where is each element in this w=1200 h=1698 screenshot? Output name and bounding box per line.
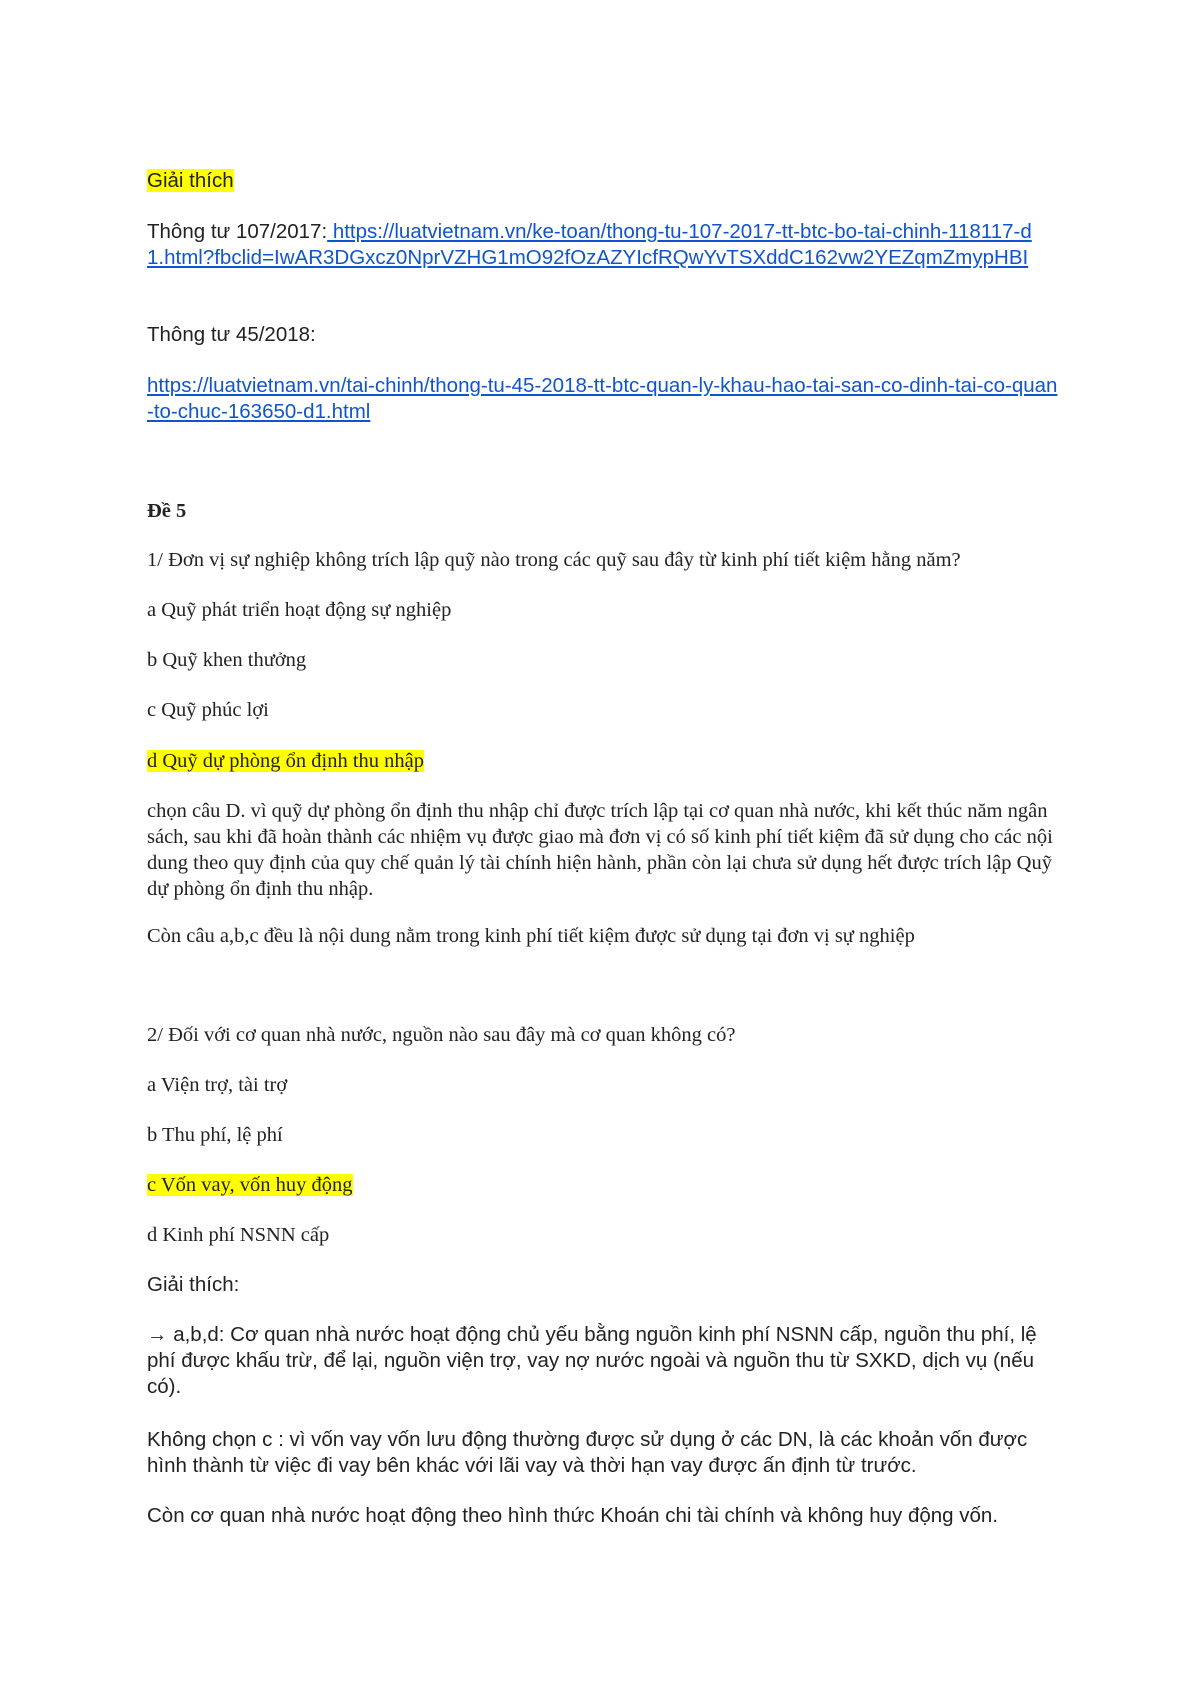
question-2-text: 2/ Đối với cơ quan nhà nước, nguồn nào sau đây mà cơ quan không có? (147, 1024, 736, 1046)
question-2-explanation-3: Còn cơ quan nhà nước hoạt động theo hình thức Khoán chi tài chính và không huy động vốn. (147, 1504, 999, 1527)
question-1-text: 1/ Đơn vị sự nghiệp không trích lập quỹ nào trong các quỹ sau đây từ kinh phí tiết kiệm hằng năm? (147, 549, 961, 571)
question-1-note: Còn câu a,b,c đều là nội dung nằm trong kinh phí tiết kiệm được sử dụng tại đơn vị sự nghiệp (147, 925, 915, 947)
circular-45-label: Thông tư 45/2018: (147, 323, 316, 346)
question-2-option-b: b Thu phí, lệ phí (147, 1124, 283, 1146)
explanation-title (147, 168, 234, 194)
explanation-title-text: Giải thích (147, 169, 234, 192)
question-2-explanation-1: → a,b,d: Cơ quan nhà nước hoạt động chủ yếu bằng nguồn kinh phí NSNN cấp, nguồn thu phí, lệ phí được khấu trừ, để lại, nguồn viện trợ, vay nợ nước ngoài và nguồn thu từ SXKD, dịch vụ (nếu có). (147, 1323, 1037, 1398)
question-2-option-c (147, 1172, 353, 1198)
question-1-option-a: a Quỹ phát triển hoạt động sự nghiệp (147, 599, 452, 621)
circular-107-label: Thông tư 107/2017: (147, 220, 328, 243)
circular-107-link[interactable]: https://luatvietnam.vn/ke-toan/thong-tu-107-2017-tt-btc-bo-tai-chinh-118117-d1.html?fbclid=IwAR3DGxcz0NprVZHG1mO92fOzAZYIcfRQwYvTSXddC162vw2YEZqmZmypHBI (147, 220, 1032, 269)
question-2-explanation-2: Không chọn c : vì vốn vay vốn lưu động thường được sử dụng ở các DN, là các khoản vốn được hình thành từ việc đi vay bên khác với lãi vay và thời hạn vay được ấn định từ trước. (147, 1428, 1028, 1477)
question-1-option-b: b Quỹ khen thưởng (147, 649, 307, 671)
circular-45-paragraph (147, 373, 1062, 425)
question-2-explanation-title: Giải thích: (147, 1273, 240, 1296)
exam-heading: Đề 5 (147, 500, 187, 522)
circular-107-paragraph (147, 219, 1047, 271)
question-1-explanation: chọn câu D. vì quỹ dự phòng ổn định thu nhập chỉ được trích lập tại cơ quan nhà nước, khi kết thúc năm ngân sách, sau khi đã hoàn thành các nhiệm vụ được giao mà đơn vị có số kinh phí tiết kiệm đã sử dụng cho các nội dung theo quy định của quy chế quản lý tài chính hiện hành, phần còn lại chưa sử dụng hết được trích lập Quỹ dự phòng ổn định thu nhập. (147, 800, 1053, 900)
question-1-answer-highlight: d Quỹ dự phòng ổn định thu nhập (147, 750, 425, 772)
question-2-answer-highlight: c Vốn vay, vốn huy động (147, 1174, 353, 1196)
circular-45-link[interactable]: https://luatvietnam.vn/tai-chinh/thong-tu-45-2018-tt-btc-quan-ly-khau-hao-tai-san-co-dinh-tai-co-quan-to-chuc-163650-d1.html (147, 374, 1058, 423)
question-1-option-c: c Quỹ phúc lợi (147, 699, 269, 721)
question-2-option-a: a Viện trợ, tài trợ (147, 1074, 288, 1096)
question-1-option-d (147, 748, 424, 774)
question-2-option-d: d Kinh phí NSNN cấp (147, 1224, 330, 1246)
